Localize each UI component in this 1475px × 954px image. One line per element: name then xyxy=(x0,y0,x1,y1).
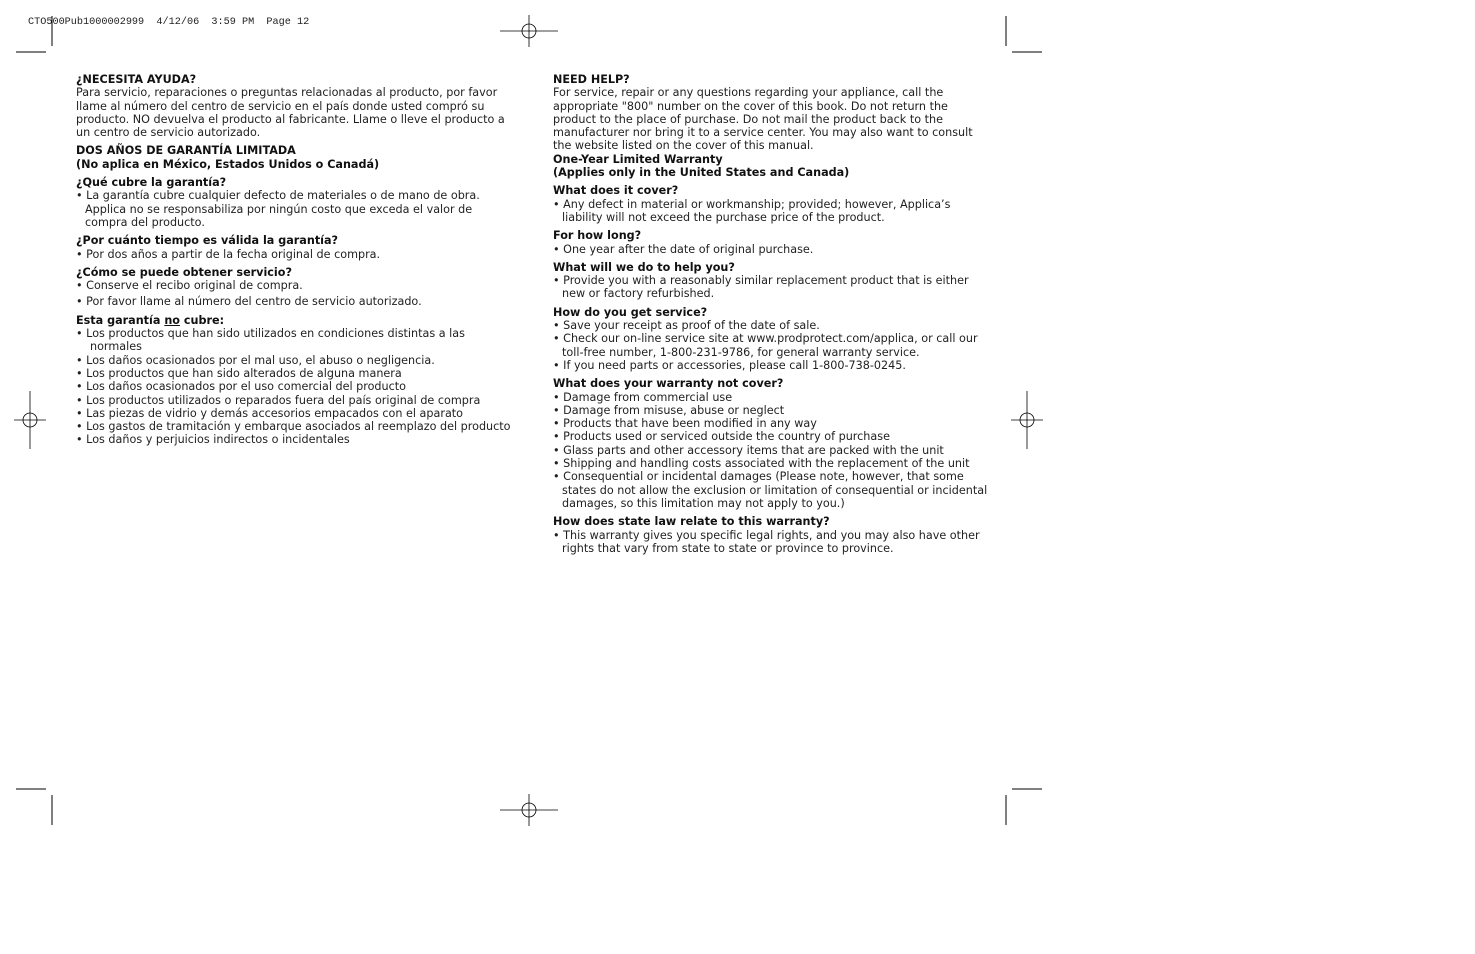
es-notcover-item: • Los daños y perjuicios indirectos o incidentales xyxy=(76,433,350,447)
spanish-column xyxy=(76,73,512,447)
en-warranty-subtitle: (Applies only in the United States and Canada) xyxy=(553,166,850,180)
en-law-question: How does state law relate to this warranty? xyxy=(553,515,830,529)
en-service-question: How do you get service? xyxy=(553,305,708,319)
print-slug: CTO500Pub1000002999 4/12/06 3:59 PM Page 12 xyxy=(28,17,310,28)
registration-mark-bottom xyxy=(500,794,558,826)
es-notcover-item: • Los daños ocasionados por el mal uso, el abuso o negligencia. xyxy=(76,353,435,367)
es-notcover-underlined: no xyxy=(164,313,180,327)
es-cover-item: • La garantía cubre cualquier defecto de materiales o de mano de obra. Applica no se responsabiliza por ningún costo que exceda el valor de compra del producto. xyxy=(76,189,480,229)
en-help-body: For service, repair or any questions regarding your appliance, call the appropriate "800" number on the cover of this book. Do not return the product to the place of purchase. Do not mail the product back to the manufacturer nor bring it to a service center. You may also want to consult the website listed on the cover of this manual. xyxy=(553,86,973,153)
es-help-body: Para servicio, reparaciones o preguntas relacionadas al producto, por favor llame al número del centro de servicio en el país donde usted compró su producto. NO devuelva el producto al fabricante. Llame o lleve el producto a un centro de servicio autorizado. xyxy=(76,86,505,140)
registration-mark-right xyxy=(1011,391,1043,449)
es-notcover-item: • Los productos que han sido utilizados en condiciones distintas a las normales xyxy=(76,327,465,354)
es-help-title: ¿NECESITA AYUDA? xyxy=(76,73,197,86)
es-warranty-subtitle: (No aplica en México, Estados Unidos o Canadá) xyxy=(76,157,380,171)
es-notcover-post: cubre: xyxy=(179,313,225,327)
en-service-item: • Check our on-line service site at www.prodprotect.com/applica, or call our toll-free number, 1-800-231-9786, for general warranty service. xyxy=(553,332,978,359)
en-cover-question: What does it cover? xyxy=(553,184,679,198)
en-notcover-item: • Products that have been modified in any way xyxy=(553,417,817,431)
en-notcover-item: • Damage from commercial use xyxy=(553,390,733,404)
es-notcover-item: • Los daños ocasionados por el uso comercial del producto xyxy=(76,380,407,394)
es-notcover-item: • Los productos que han sido alterados de alguna manera xyxy=(76,366,402,380)
en-cover-item: • Any defect in material or workmanship; provided; however, Applica’s liability will not exceed the purchase price of the product. xyxy=(553,197,951,224)
es-notcover-item: • Los productos utilizados o reparados fuera del país original de compra xyxy=(76,393,481,407)
en-notcover-item: • Consequential or incidental damages (Please note, however, that some states do not allow the exclusion or limitation of consequential or incidental damages, so this limitation may not apply to you.) xyxy=(553,470,988,510)
english-column xyxy=(553,73,989,555)
en-service-item: • Save your receipt as proof of the date of sale. xyxy=(553,319,820,333)
en-help-question: What will we do to help you? xyxy=(553,260,735,274)
es-duration-item: • Por dos años a partir de la fecha original de compra. xyxy=(76,247,381,261)
en-law-item: • This warranty gives you specific legal rights, and you may also have other rights that vary from state to state or province to province. xyxy=(553,528,980,555)
en-notcover-item: • Shipping and handling costs associated with the replacement of the unit xyxy=(553,457,970,471)
en-notcover-item: • Glass parts and other accessory items that are packed with the unit xyxy=(553,443,944,457)
en-duration-question: For how long? xyxy=(553,229,642,243)
es-warranty-title: DOS AÑOS DE GARANTÍA LIMITADA xyxy=(76,144,296,158)
registration-mark-top xyxy=(500,15,558,47)
es-cover-question: ¿Qué cubre la garantía? xyxy=(76,176,227,190)
en-service-item: • If you need parts or accessories, please call 1-800-738-0245. xyxy=(553,358,906,372)
es-notcover-pre: Esta garantía xyxy=(76,313,165,327)
es-service-item: • Por favor llame al número del centro de servicio autorizado. xyxy=(76,295,422,309)
es-notcover-heading xyxy=(76,314,512,327)
es-service-question: ¿Cómo se puede obtener servicio? xyxy=(76,265,292,279)
en-duration-item: • One year after the date of original purchase. xyxy=(553,242,814,256)
en-notcover-item: • Damage from misuse, abuse or neglect xyxy=(553,403,785,417)
en-help-title: NEED HELP? xyxy=(553,73,630,86)
es-notcover-item: • Los gastos de tramitación y embarque asociados al reemplazo del producto xyxy=(76,420,511,434)
registration-mark-left xyxy=(14,391,46,449)
en-warranty-title: One-Year Limited Warranty xyxy=(553,152,723,166)
en-notcover-item: • Products used or serviced outside the country of purchase xyxy=(553,430,890,444)
es-service-item: • Conserve el recibo original de compra. xyxy=(76,279,303,293)
es-notcover-item: • Las piezas de vidrio y demás accesorios empacados con el aparato xyxy=(76,406,464,420)
en-notcover-question: What does your warranty not cover? xyxy=(553,377,784,391)
es-duration-question: ¿Por cuánto tiempo es válida la garantía? xyxy=(76,234,339,248)
en-help-item: • Provide you with a reasonably similar replacement product that is either new or factory refurbished. xyxy=(553,274,969,301)
